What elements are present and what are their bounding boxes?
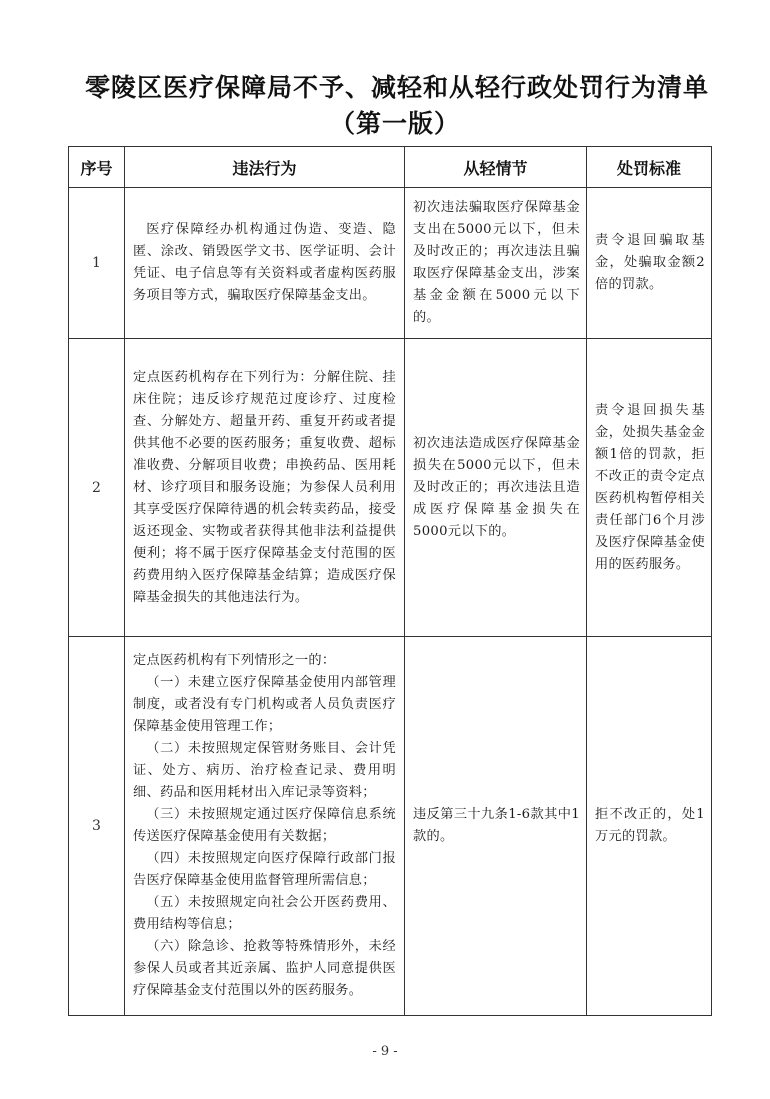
table-header-row bbox=[69, 147, 712, 188]
row-number: 1 bbox=[69, 188, 125, 339]
illegal-act-item-6: （六）除急诊、抢救等特殊情形外，未经参保人员或者其近亲属、监护人同意提供医疗保障基金支付范围以外的医药服务。 bbox=[133, 939, 396, 998]
illegal-act-cell bbox=[125, 637, 405, 1016]
penalty-standard-text: 责令退回损失基金，处损失基金金额1倍的罚款，拒不改正的责令定点医药机构暂停相关责任部门6个月涉及医疗保障基金使用的医药服务。 bbox=[595, 402, 705, 572]
lenient-circumstance-cell bbox=[405, 637, 587, 1016]
illegal-act-intro: 定点医药机构有下列情形之一的： bbox=[133, 653, 336, 668]
penalty-standard-text: 责令退回骗取基金，处骗取金额2倍的罚款。 bbox=[595, 233, 705, 292]
penalty-standard-text: 拒不改正的，处1万元的罚款。 bbox=[595, 807, 705, 844]
header-light: 从轻情节 bbox=[405, 147, 587, 188]
page-number: - 9 - bbox=[372, 1044, 398, 1059]
illegal-act-item-3: （三）未按照规定通过医疗保障信息系统传送医疗保障基金使用有关数据； bbox=[133, 807, 396, 844]
illegal-act-item-4: （四）未按照规定向医疗保障行政部门报告医疗保障基金使用监督管理所需信息； bbox=[133, 851, 396, 888]
penalty-standard-cell bbox=[587, 188, 712, 339]
document-subtitle: （第一版） bbox=[329, 109, 460, 138]
illegal-act-text: 定点医药机构存在下列行为：分解住院、挂床住院；违反诊疗规范过度诊疗、过度检查、分解处方、超量开药、重复开药或者提供其他不必要的医药服务；重复收费、超标准收费、分解项目收费；串换药品、医用耗材、诊疗项目和服务设施；为参保人员利用其享受医疗保障待遇的机会转卖药品，接受返还现金、实物或者获得其他非法利益提供便利；将不属于医疗保障基金支付范围的医药费用纳入医疗保障基金结算；造成医疗保障基金损失的其他违法行为。 bbox=[133, 369, 396, 605]
table-row bbox=[69, 637, 712, 1016]
header-no: 序号 bbox=[69, 147, 125, 188]
penalty-standard-cell bbox=[587, 339, 712, 637]
illegal-act-cell bbox=[125, 188, 405, 339]
table-row bbox=[69, 188, 712, 339]
row-number: 2 bbox=[69, 339, 125, 637]
header-act: 违法行为 bbox=[125, 147, 405, 188]
illegal-act-cell bbox=[125, 339, 405, 637]
penalty-standard-cell bbox=[587, 637, 712, 1016]
lenient-circumstance-text: 初次违法骗取医疗保障基金支出在5000元以下，但未及时改正的；再次违法且骗取医疗保障基金支出，涉案基金金额在5000元以下的。 bbox=[413, 200, 580, 325]
lenient-circumstance-text: 初次违法造成医疗保障基金损失在5000元以下，但未及时改正的；再次违法且造成医疗保障基金损失在5000元以下的。 bbox=[413, 435, 580, 539]
lenient-circumstance-cell bbox=[405, 339, 587, 637]
lenient-circumstance-cell bbox=[405, 188, 587, 339]
illegal-act-text: 医疗保障经办机构通过伪造、变造、隐匿、涂改、销毁医学文书、医学证明、会计凭证、电子信息等有关资料或者虚构医药服务项目等方式，骗取医疗保障基金支出。 bbox=[133, 222, 396, 303]
illegal-act-item-1: （一）未建立医疗保障基金使用内部管理制度，或者没有专门机构或者人员负责医疗保障基金使用管理工作； bbox=[133, 675, 396, 734]
row-number: 3 bbox=[69, 637, 125, 1016]
illegal-act-item-5: （五）未按照规定向社会公开医药费用、费用结构等信息； bbox=[133, 895, 396, 932]
penalty-table bbox=[68, 146, 712, 1016]
table-row bbox=[69, 339, 712, 637]
lenient-circumstance-text: 违反第三十九条1-6款其中1款的。 bbox=[413, 807, 580, 844]
document-title: 零陵区医疗保障局不予、减轻和从轻行政处罚行为清单 bbox=[84, 73, 709, 102]
header-std: 处罚标准 bbox=[587, 147, 712, 188]
illegal-act-item-2: （二）未按照规定保管财务账目、会计凭证、处方、病历、治疗检查记录、费用明细、药品和医用耗材出入库记录等资料； bbox=[133, 741, 396, 800]
